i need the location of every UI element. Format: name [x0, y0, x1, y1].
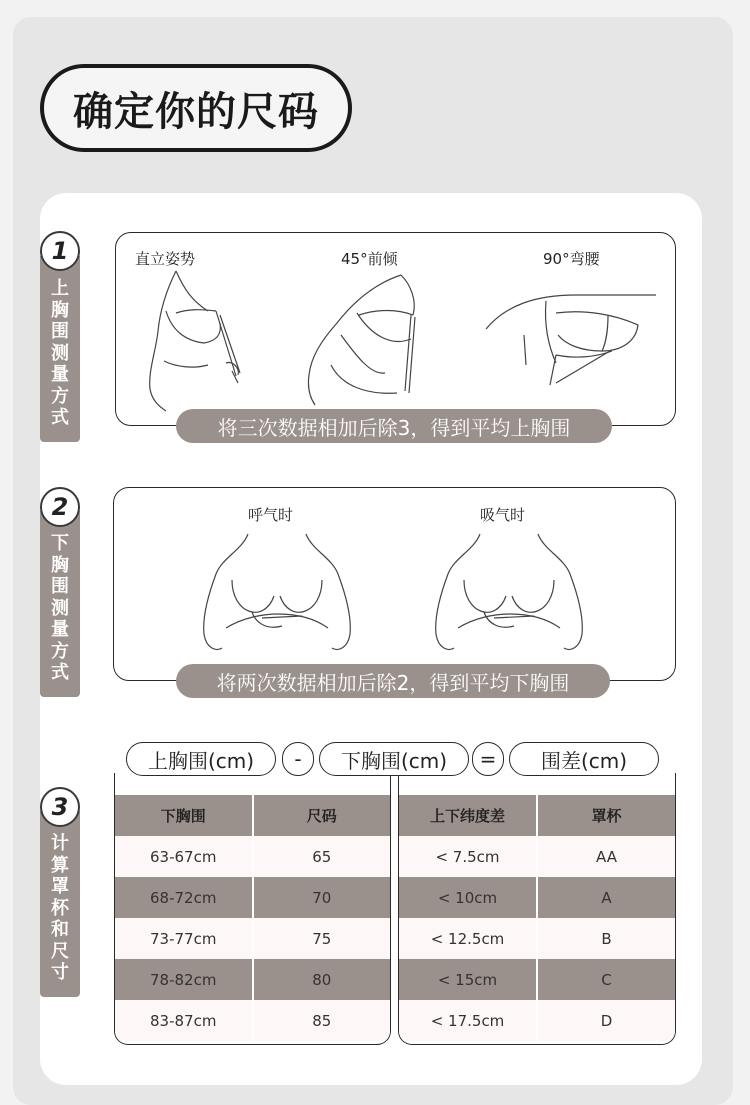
cup-table-header-cell: 上下纬度差: [429, 807, 505, 825]
table-row: [115, 877, 390, 918]
table-row: [115, 959, 390, 1000]
step1-label: 上 胸 围 测 量 方 式: [51, 278, 69, 428]
bend90-figure-illustration: [486, 285, 656, 395]
table-row: [399, 959, 675, 1000]
cup-table-cell: < 17.5cm: [430, 1011, 505, 1030]
lean45-figure-illustration: [301, 275, 431, 405]
pose-label-standing: 直立姿势: [135, 250, 196, 268]
cup-table-cell: < 15cm: [437, 970, 498, 989]
table-row: [115, 836, 390, 877]
cup-table-cell: A: [536, 877, 675, 918]
step3-label: 计 算 罩 杯 和 尺 寸: [51, 833, 69, 983]
step1-illustration-box: [115, 232, 676, 426]
size-table-cell: 75: [252, 918, 391, 959]
page-title: 确定你的尺码: [40, 64, 352, 152]
step1-tab: [40, 256, 80, 442]
cup-table-header: [399, 795, 675, 836]
cup-table-cell: < 12.5cm: [430, 929, 505, 948]
step1-caption: 将三次数据相加后除3，得到平均上胸围: [176, 409, 612, 443]
size-table-cell: 70: [252, 877, 391, 918]
cup-table-cell: AA: [536, 836, 675, 877]
size-table-cell: 63-67cm: [150, 847, 217, 866]
size-table-cell: 80: [252, 959, 391, 1000]
formula-upper-bust: 上胸围(cm): [126, 742, 276, 776]
table-row: [399, 1000, 675, 1041]
size-table-header: [115, 795, 390, 836]
step3-number: 3: [40, 787, 80, 827]
step1-number: 1: [40, 231, 80, 271]
standing-figure-illustration: [136, 271, 246, 411]
cup-table-cell: D: [536, 1000, 675, 1041]
table-row: [399, 877, 675, 918]
formula-difference: 围差(cm): [509, 742, 659, 776]
size-table-cell: 85: [252, 1000, 391, 1041]
exhale-figure-illustration: [202, 534, 352, 654]
size-table-cell: 83-87cm: [150, 1011, 217, 1030]
step2-number: 2: [40, 487, 80, 527]
size-table-cell: 65: [252, 836, 391, 877]
cup-table-cell: < 10cm: [437, 888, 498, 907]
size-table-cell: 68-72cm: [150, 888, 217, 907]
pose-label-bend90: 90°弯腰: [543, 250, 600, 268]
inhale-figure-illustration: [434, 534, 584, 654]
pose-label-inhale: 吸气时: [480, 506, 526, 524]
cup-table-cell: B: [536, 918, 675, 959]
table-row: [399, 918, 675, 959]
size-table: [114, 773, 391, 1045]
size-table-header-cell: 下胸围: [160, 807, 206, 825]
step3-tab: [40, 811, 80, 997]
formula-equals-sign: =: [472, 742, 504, 776]
cup-table-header-cell: 罩杯: [536, 795, 675, 836]
step2-label: 下 胸 围 测 量 方 式: [51, 533, 69, 683]
size-table-header-cell: 尺码: [252, 795, 391, 836]
cup-table: [398, 773, 676, 1045]
step2-illustration-box: [113, 487, 676, 681]
pose-label-exhale: 呼气时: [248, 506, 294, 524]
cup-table-cell: C: [536, 959, 675, 1000]
table-row: [399, 836, 675, 877]
pose-label-lean45: 45°前倾: [341, 250, 398, 268]
cup-table-cell: < 7.5cm: [435, 847, 500, 866]
formula-minus-sign: -: [282, 742, 314, 776]
step2-tab: [40, 511, 80, 697]
step2-caption: 将两次数据相加后除2，得到平均下胸围: [176, 664, 610, 698]
size-table-cell: 78-82cm: [150, 970, 217, 989]
formula-under-bust: 下胸围(cm): [319, 742, 469, 776]
table-row: [115, 1000, 390, 1041]
table-row: [115, 918, 390, 959]
size-table-cell: 73-77cm: [150, 929, 217, 948]
